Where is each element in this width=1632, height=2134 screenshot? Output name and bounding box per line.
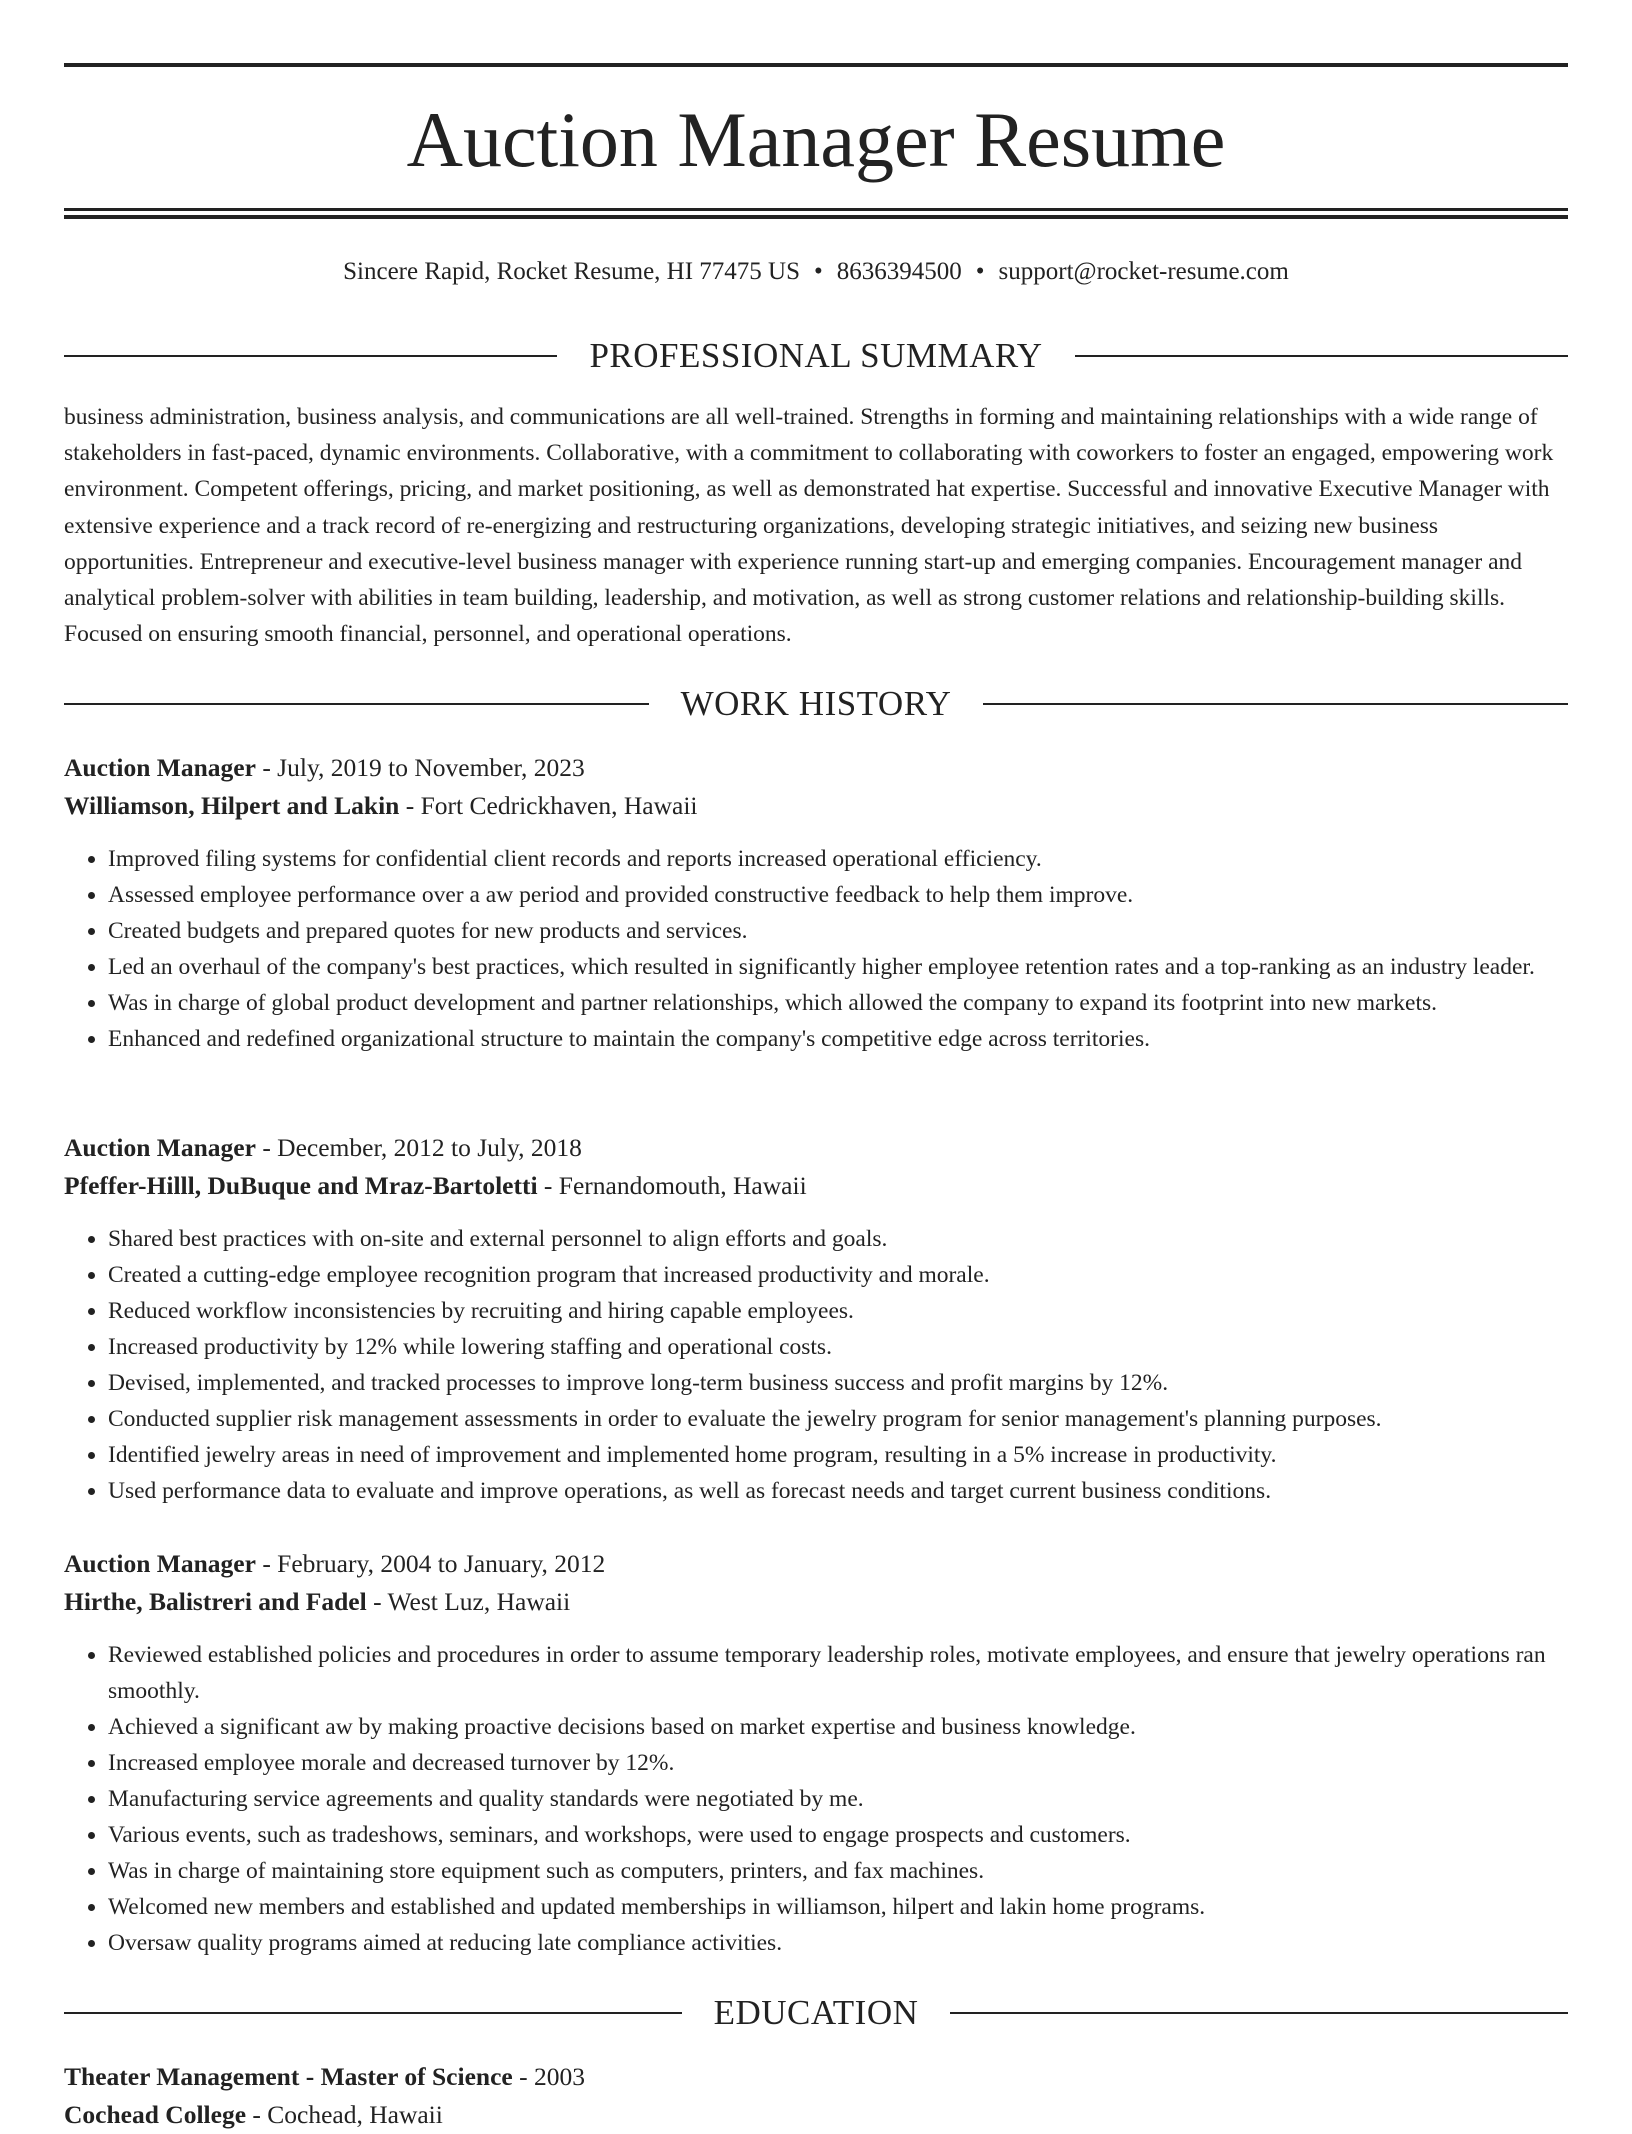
job-company: Williamson, Hilpert and Lakin [64, 791, 400, 820]
job-role: Auction Manager [64, 753, 256, 782]
edu-degree: Theater Management - Master of Science [64, 2062, 513, 2091]
section-header-education [64, 1991, 1568, 2035]
job-bullet: • Enhanced and redefined organizational structure to maintain the company's competitive edge across territories. [108, 1021, 1568, 1057]
job-bullets [64, 841, 1568, 1057]
job-dates: - February, 2004 to January, 2012 [255, 1549, 606, 1578]
contact-separator: • [975, 258, 985, 285]
job-bullet: • Was in charge of maintaining store equipment such as computers, printers, and fax machines. [108, 1853, 1568, 1889]
job-bullets [64, 1221, 1568, 1509]
job-company: Hirthe, Balistreri and Fadel [64, 1587, 367, 1616]
education-entry [64, 2058, 1568, 2134]
section-title-education: EDUCATION [713, 1993, 919, 2032]
job-bullet: • Reviewed established policies and procedures in order to assume temporary leadership roles, motivate employees, and ensure that jewelry operations ran smoothly. [108, 1637, 1568, 1709]
title-double-rule [64, 208, 1568, 219]
edu-year: - 2003 [512, 2062, 585, 2091]
contact-line [64, 252, 1568, 292]
job-role: Auction Manager [64, 1549, 256, 1578]
job-location: - Fort Cedrickhaven, Hawaii [399, 791, 698, 820]
job-location: - Fernandomouth, Hawaii [537, 1171, 807, 1200]
job-bullet: • Increased employee morale and decreased turnover by 12%. [108, 1745, 1568, 1781]
job-company: Pfeffer-Hilll, DuBuque and Mraz-Bartoletti [64, 1171, 538, 1200]
edu-school: Cochead College [64, 2100, 247, 2129]
job-bullet: • Devised, implemented, and tracked processes to improve long-term business success and profit margins by 12%. [108, 1365, 1568, 1401]
job-role: Auction Manager [64, 1133, 256, 1162]
job-bullet: • Created a cutting-edge employee recognition program that increased productivity and morale. [108, 1257, 1568, 1293]
job-bullet: • Was in charge of global product development and partner relationships, which allowed the company to expand its footprint into new markets. [108, 985, 1568, 1021]
contact-email[interactable]: support@rocket-resume.com [998, 258, 1289, 285]
job-bullets [64, 1637, 1568, 1961]
edu-location: - Cochead, Hawaii [246, 2100, 443, 2129]
contact-phone: 8636394500 [836, 258, 962, 285]
job-bullet: • Achieved a significant aw by making proactive decisions based on market expertise and business knowledge. [108, 1709, 1568, 1745]
section-header-summary [64, 334, 1568, 378]
page-title: Auction Manager Resume [406, 96, 1226, 183]
job-bullet: • Oversaw quality programs aimed at reducing late compliance activities. [108, 1925, 1568, 1961]
job-bullet: • Used performance data to evaluate and improve operations, as well as forecast needs and target current business conditions. [108, 1473, 1568, 1509]
contact-separator: • [814, 258, 823, 285]
top-rule [64, 63, 1568, 67]
job-entry [64, 1129, 1568, 1509]
job-bullet: • Manufacturing service agreements and quality standards were negotiated by me. [108, 1781, 1568, 1817]
job-bullet: • Conducted supplier risk management assessments in order to evaluate the jewelry program for senior management's planning purposes. [108, 1401, 1568, 1437]
job-entry [64, 1545, 1568, 1961]
job-bullet: • Assessed employee performance over a aw period and provided constructive feedback to help them improve. [108, 877, 1568, 913]
job-bullet: • Improved filing systems for confidential client records and reports increased operational efficiency. [108, 841, 1568, 877]
job-bullet: • Created budgets and prepared quotes for new products and services. [108, 913, 1568, 949]
job-bullet: • Increased productivity by 12% while lowering staffing and operational costs. [108, 1329, 1568, 1365]
section-header-work [64, 682, 1568, 726]
job-dates: - July, 2019 to November, 2023 [255, 753, 585, 782]
job-bullet: • Various events, such as tradeshows, seminars, and workshops, were used to engage prospects and customers. [108, 1817, 1568, 1853]
job-location: - West Luz, Hawaii [366, 1587, 571, 1616]
section-title-work: WORK HISTORY [680, 684, 952, 723]
job-bullet: • Led an overhaul of the company's best practices, which resulted in significantly higher employee retention rates and a top-ranking as an industry leader. [108, 949, 1568, 985]
contact-address: Sincere Rapid, Rocket Resume, HI 77475 US [343, 258, 801, 285]
job-dates: - December, 2012 to July, 2018 [255, 1133, 582, 1162]
section-title-summary: PROFESSIONAL SUMMARY [589, 336, 1043, 375]
job-entry [64, 749, 1568, 1057]
summary-text: business administration, business analysis, and communications are all well-trained. Strengths in forming and maintaining relationships with a wide range of stakeholders in fast-paced, dynamic environments. Collaborative, with a commitment to collaborating with coworkers to foster an engaged, empowering work environment. Competent offerings, pricing, and market positioning, as well as demonstrated hat expertise. Successful and innovative Executive Manager with extensive experience and a track record of re-energizing and restructuring organizations, developing strategic initiatives, and seizing new business opportunities. Entrepreneur and executive-level business manager with experience running start-up and emerging companies. Encouragement manager and analytical problem-solver with abilities in team building, leadership, and motivation, as well as strong customer relations and relationship-building skills. Focused on ensuring smooth financial, personnel, and operational operations. [64, 404, 1554, 648]
job-bullet: • Reduced workflow inconsistencies by recruiting and hiring capable employees. [108, 1293, 1568, 1329]
job-bullet: • Identified jewelry areas in need of improvement and implemented home program, resulting in a 5% increase in productivity. [108, 1437, 1568, 1473]
job-bullet: • Welcomed new members and established and updated memberships in williamson, hilpert and lakin home programs. [108, 1889, 1568, 1925]
job-bullet: • Shared best practices with on-site and external personnel to align efforts and goals. [108, 1221, 1568, 1257]
